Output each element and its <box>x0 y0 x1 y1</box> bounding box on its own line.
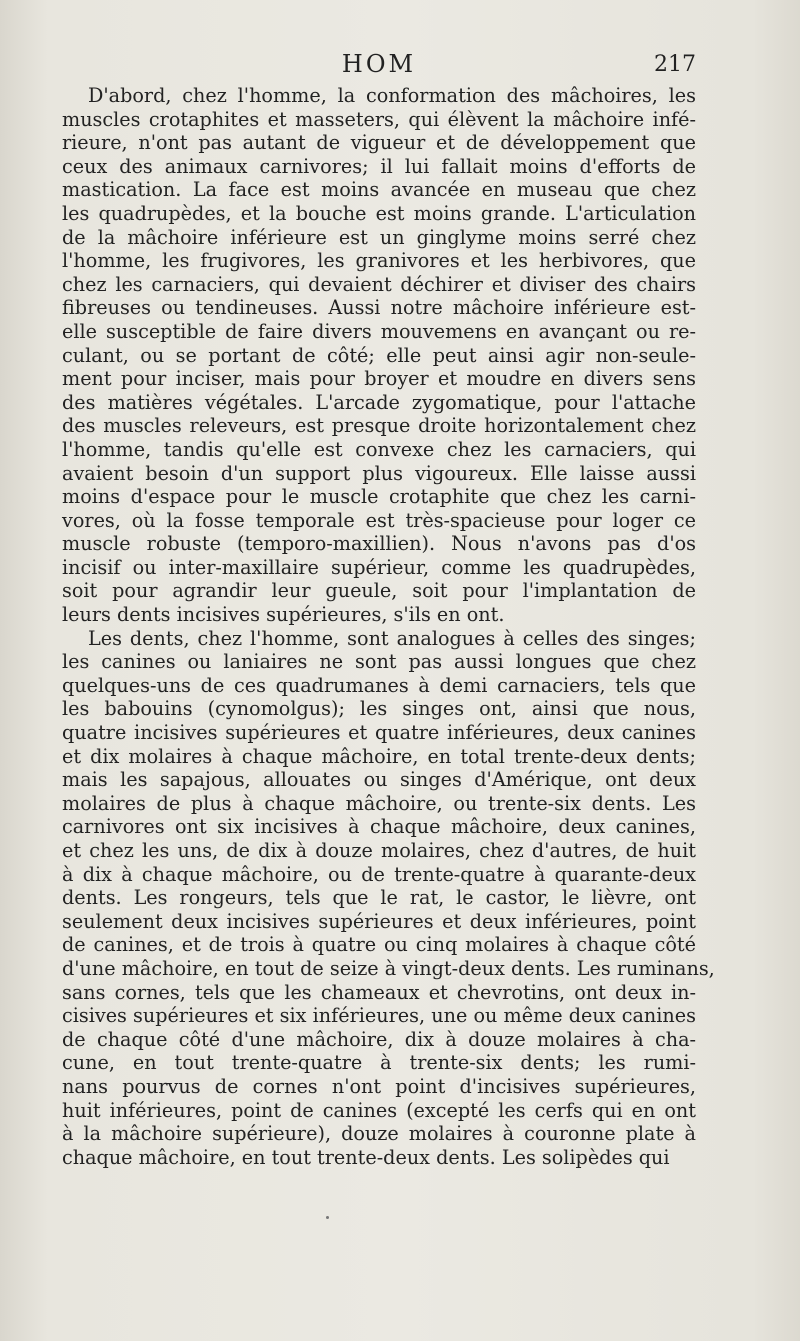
text-line: et chez les uns, de dix à douze molaires, chez d'autres, de huit <box>62 839 696 862</box>
text-line: molaires de plus à chaque mâchoire, ou trente-six dents. Les <box>62 791 696 815</box>
paragraph-2 <box>62 626 715 1170</box>
text-line: soit pour agrandir leur gueule, soit pour l'implantation de <box>62 579 696 603</box>
text-line: Les dents, chez l'homme, sont analogues à celles des singes; <box>88 626 696 650</box>
text-line: sans cornes, tels que les chameaux et chevrotins, ont deux in- <box>62 980 696 1004</box>
text-line: quelques-uns de ces quadrumanes à demi carnaciers, tels que <box>62 673 696 697</box>
ink-speck <box>326 1216 329 1219</box>
text-line: elle susceptible de faire divers mouvemens en avançant ou re- <box>62 319 696 343</box>
text-line: cune, en tout trente-quatre à trente-six dents; les rumi- <box>62 1051 696 1075</box>
text-line: les canines ou laniaires ne sont pas aussi longues que chez <box>62 650 696 674</box>
text-line: rieure, n'ont pas autant de vigueur et de développement que <box>62 131 696 155</box>
text-line: seulement deux incisives supérieures et deux inférieures, point <box>62 909 696 933</box>
text-line: de chaque côté d'une mâchoire, dix à douze molaires à cha- <box>62 1027 696 1051</box>
text-line: à dix à chaque mâchoire, ou de trente-quatre à quarante-deux <box>62 862 696 886</box>
text-line: carnivores ont six incisives à chaque mâchoire, deux canines, <box>62 815 696 839</box>
text-line: chez les carnaciers, qui devaient déchirer et diviser des chairs <box>62 272 696 296</box>
text-line: incisif ou inter-maxillaire supérieur, comme les quadrupèdes, <box>62 555 696 579</box>
text-line: et dix molaires à chaque mâchoire, en total trente-deux dents; <box>62 744 696 768</box>
text-line: des muscles releveurs, est presque droite horizontalement chez <box>62 414 696 438</box>
text-line: D'abord, chez l'homme, la conformation des mâchoires, les <box>88 84 696 107</box>
text-line: quatre incisives supérieures et quatre inférieures, deux canines <box>62 721 696 745</box>
text-line: l'homme, tandis qu'elle est convexe chez les carnaciers, qui <box>62 437 696 461</box>
text-line: cisives supérieures et six inférieures, une ou même deux canines <box>62 1004 696 1028</box>
text-line: culant, ou se portant de côté; elle peut ainsi agir non-seule- <box>62 343 696 367</box>
running-title: HOM <box>341 50 417 78</box>
text-line: ment pour inciser, mais pour broyer et moudre en divers sens <box>62 367 696 391</box>
text-line: muscles crotaphites et masseters, qui élèvent la mâchoire infé- <box>62 107 696 131</box>
text-line: de la mâchoire inférieure est un ginglyme moins serré chez <box>62 225 696 249</box>
page-number: 217 <box>654 52 696 77</box>
page-body <box>62 84 715 1169</box>
text-line: de canines, et de trois à quatre ou cinq molaires à chaque côté <box>62 933 696 957</box>
text-line: huit inférieures, point de canines (excepté les cerfs qui en ont <box>62 1098 696 1122</box>
text-line: à la mâchoire supérieure), douze molaires à couronne plate à <box>62 1122 696 1146</box>
text-line: vores, où la fosse temporale est très-spacieuse pour loger ce <box>62 508 696 532</box>
text-line: leurs dents incisives supérieures, s'ils en ont. <box>62 603 505 627</box>
text-line: d'une mâchoire, en tout de seize à vingt-deux dents. Les ruminans, <box>62 956 715 980</box>
text-line: moins d'espace pour le muscle crotaphite que chez les carni- <box>62 485 696 509</box>
text-line: des matières végétales. L'arcade zygomatique, pour l'attache <box>62 390 696 414</box>
text-line: avaient besoin d'un support plus vigoureux. Elle laisse aussi <box>62 461 696 485</box>
text-line: nans pourvus de cornes n'ont point d'incisives supérieures, <box>62 1074 696 1098</box>
text-line: chaque mâchoire, en tout trente-deux dents. Les solipèdes qui <box>62 1145 670 1169</box>
text-line: mais les sapajous, allouates ou singes d'Amérique, ont deux <box>62 768 696 792</box>
text-line: mastication. La face est moins avancée en museau que chez <box>62 178 696 202</box>
text-line: muscle robuste (temporo-maxillien). Nous n'avons pas d'os <box>62 532 696 556</box>
text-line: l'homme, les frugivores, les granivores et les herbivores, que <box>62 249 696 273</box>
text-line: dents. Les rongeurs, tels que le rat, le castor, le lièvre, ont <box>62 886 696 910</box>
text-line: fibreuses ou tendineuses. Aussi notre mâchoire inférieure est- <box>62 296 696 320</box>
text-line: les babouins (cynomolgus); les singes ont, ainsi que nous, <box>62 697 696 721</box>
text-line: les quadrupèdes, et la bouche est moins grande. L'articulation <box>62 201 696 225</box>
text-line: ceux des animaux carnivores; il lui fallait moins d'efforts de <box>62 154 696 178</box>
paragraph-1 <box>62 84 696 627</box>
page-header <box>62 50 696 84</box>
